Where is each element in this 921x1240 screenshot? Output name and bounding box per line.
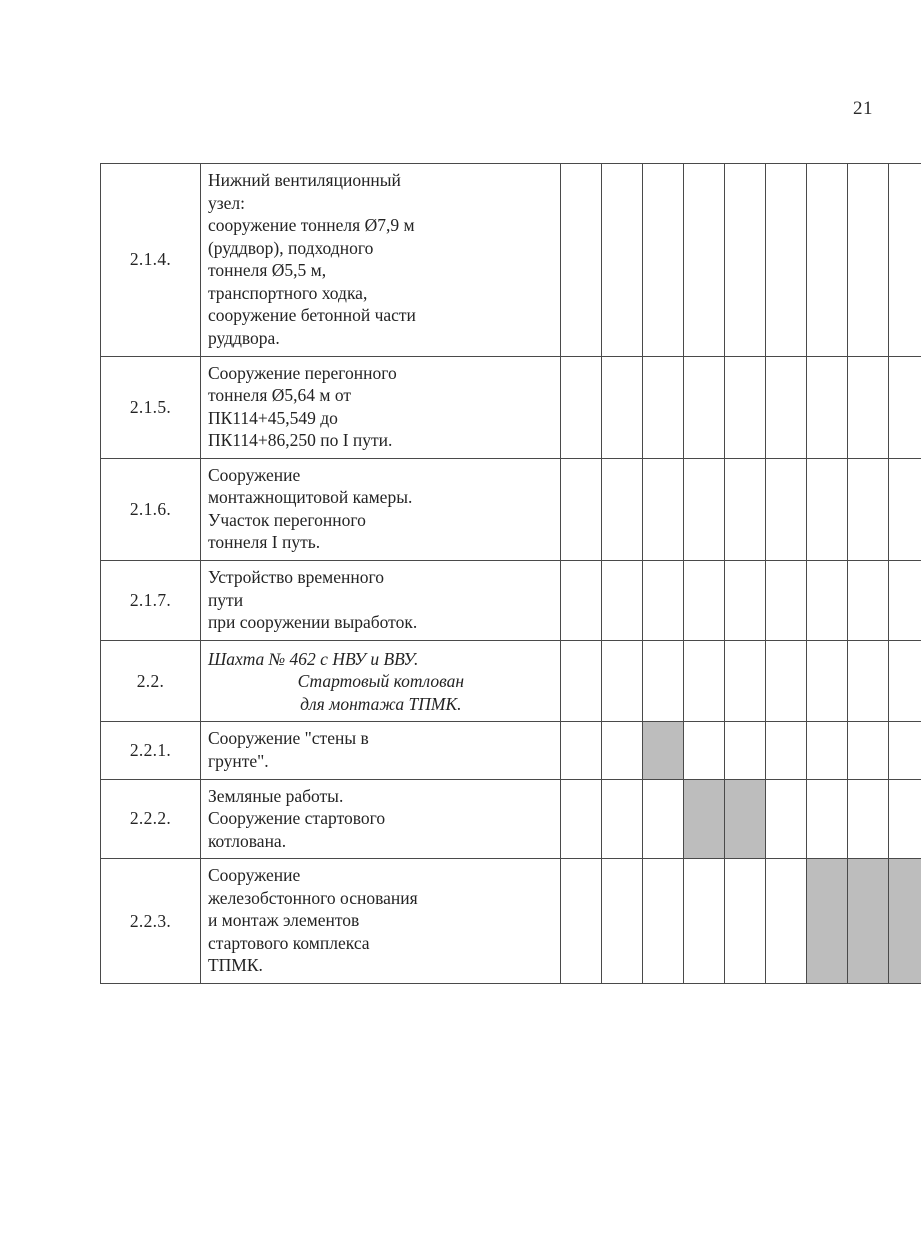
description-line: Сооружение [207, 865, 301, 886]
description-line: Стартовый котлован [297, 671, 465, 692]
description-line: грунте". [207, 750, 269, 771]
timeline-cell [683, 164, 724, 357]
timeline-cell [888, 722, 921, 779]
timeline-cell [560, 722, 601, 779]
description-line: монтажнощитовой камеры. [207, 487, 413, 508]
table-row [101, 779, 921, 859]
timeline-cell [601, 561, 642, 641]
row-description-cell [200, 164, 560, 357]
timeline-cell [724, 722, 765, 779]
timeline-cell [806, 779, 847, 859]
timeline-cell [888, 458, 921, 560]
row-number-cell: 2.2. [101, 640, 201, 722]
row-number-cell: 2.1.7. [101, 561, 201, 641]
description-line: ПК114+86,250 по I пути. [207, 430, 393, 451]
description-line: транспортного ходка, [207, 282, 368, 303]
page-number: 21 [853, 98, 873, 119]
row-number-cell: 2.2.3. [101, 859, 201, 984]
timeline-cell [642, 779, 683, 859]
timeline-cell [847, 164, 888, 357]
description-line: Сооружение "стены в [207, 728, 369, 749]
table-row [101, 640, 921, 722]
description-line: железобстонного основания [207, 887, 418, 908]
description-line: при сооружении выработок. [207, 612, 418, 633]
timeline-cell [847, 561, 888, 641]
timeline-cell [601, 779, 642, 859]
table-row [101, 458, 921, 560]
description-line: руддвора. [207, 327, 280, 348]
timeline-cell [683, 859, 724, 984]
timeline-cell [888, 164, 921, 357]
timeline-cell [765, 640, 806, 722]
description-line: тоннеля Ø5,5 м, [207, 260, 327, 281]
description-line: Сооружение перегонного [207, 362, 397, 383]
row-description-cell [200, 779, 560, 859]
description-line: Устройство временного [207, 567, 384, 587]
timeline-cell [642, 356, 683, 458]
row-number-cell: 2.2.1. [101, 722, 201, 779]
table-row [101, 356, 921, 458]
timeline-cell [806, 722, 847, 779]
timeline-cell [888, 779, 921, 859]
timeline-cell [642, 164, 683, 357]
row-number-cell: 2.1.5. [101, 356, 201, 458]
timeline-cell [806, 640, 847, 722]
timeline-cell [560, 640, 601, 722]
description-line: Земляные работы. [207, 785, 344, 806]
description-line: для монтажа ТПМК. [300, 693, 462, 714]
row-description-cell [200, 356, 560, 458]
timeline-cell [601, 859, 642, 984]
description-line: тоннеля Ø5,64 м от [207, 385, 352, 406]
description-line: (руддвор), подходного [207, 237, 374, 258]
timeline-cell [847, 640, 888, 722]
description-line: ТПМК. [207, 955, 263, 976]
timeline-cell [847, 722, 888, 779]
timeline-cell [601, 356, 642, 458]
timeline-cell [683, 722, 724, 779]
timeline-cell [683, 640, 724, 722]
timeline-cell [724, 164, 765, 357]
timeline-cell [847, 458, 888, 560]
timeline-cell [888, 561, 921, 641]
timeline-cell [683, 458, 724, 560]
timeline-cell [642, 458, 683, 560]
row-description-cell [200, 458, 560, 560]
timeline-cell [765, 859, 806, 984]
description-line: Нижний вентиляционный [207, 170, 401, 190]
timeline-cell [724, 640, 765, 722]
timeline-cell [601, 164, 642, 357]
timeline-cell [642, 561, 683, 641]
timeline-cell [806, 561, 847, 641]
timeline-cell [888, 356, 921, 458]
timeline-cell [683, 561, 724, 641]
timeline-cell [724, 458, 765, 560]
description-line: сооружение тоннеля Ø7,9 м [207, 215, 415, 236]
timeline-cell-filled [724, 779, 765, 859]
timeline-cell [642, 640, 683, 722]
timeline-cell [560, 164, 601, 357]
description-line: пути [207, 589, 244, 610]
timeline-cell [560, 356, 601, 458]
schedule-table-body [101, 164, 921, 984]
description-line: Сооружение стартового [207, 808, 386, 829]
timeline-cell [601, 640, 642, 722]
table-row [101, 561, 921, 641]
timeline-cell-filled [683, 779, 724, 859]
timeline-cell [806, 164, 847, 357]
table-row [101, 859, 921, 984]
timeline-cell-filled [888, 859, 921, 984]
timeline-cell-filled [847, 859, 888, 984]
row-description-cell [200, 722, 560, 779]
timeline-cell [683, 356, 724, 458]
timeline-cell [765, 561, 806, 641]
schedule-table [100, 163, 921, 984]
timeline-cell [847, 779, 888, 859]
row-description-cell [200, 640, 560, 722]
timeline-cell [601, 722, 642, 779]
row-number-cell: 2.2.2. [101, 779, 201, 859]
timeline-cell-filled [642, 722, 683, 779]
timeline-cell [765, 164, 806, 357]
timeline-cell [847, 356, 888, 458]
timeline-cell [765, 356, 806, 458]
timeline-cell [765, 779, 806, 859]
timeline-cell [724, 561, 765, 641]
timeline-cell [560, 779, 601, 859]
table-row [101, 722, 921, 779]
row-number-cell: 2.1.6. [101, 458, 201, 560]
description-line: котлована. [207, 830, 287, 851]
timeline-cell [560, 561, 601, 641]
timeline-cell [806, 458, 847, 560]
description-line: и монтаж элементов [207, 910, 360, 931]
table-row [101, 164, 921, 357]
timeline-cell [560, 859, 601, 984]
row-number-cell: 2.1.4. [101, 164, 201, 357]
description-line: Сооружение [207, 464, 301, 485]
row-description-cell [200, 561, 560, 641]
timeline-cell-filled [806, 859, 847, 984]
description-line: узел: [207, 192, 245, 213]
description-line: Шахта № 462 с НВУ и ВВУ. [207, 648, 419, 669]
timeline-cell [724, 356, 765, 458]
description-line: Участок перегонного [207, 509, 366, 530]
row-description-cell [200, 859, 560, 984]
timeline-cell [724, 859, 765, 984]
timeline-cell [806, 356, 847, 458]
timeline-cell [601, 458, 642, 560]
description-line: ПК114+45,549 до [207, 407, 338, 428]
timeline-cell [642, 859, 683, 984]
timeline-cell [560, 458, 601, 560]
description-line: тоннеля I путь. [207, 532, 321, 553]
timeline-cell [888, 640, 921, 722]
description-line: стартового комплекса [207, 932, 370, 953]
timeline-cell [765, 722, 806, 779]
description-line: сооружение бетонной части [207, 305, 416, 326]
timeline-cell [765, 458, 806, 560]
